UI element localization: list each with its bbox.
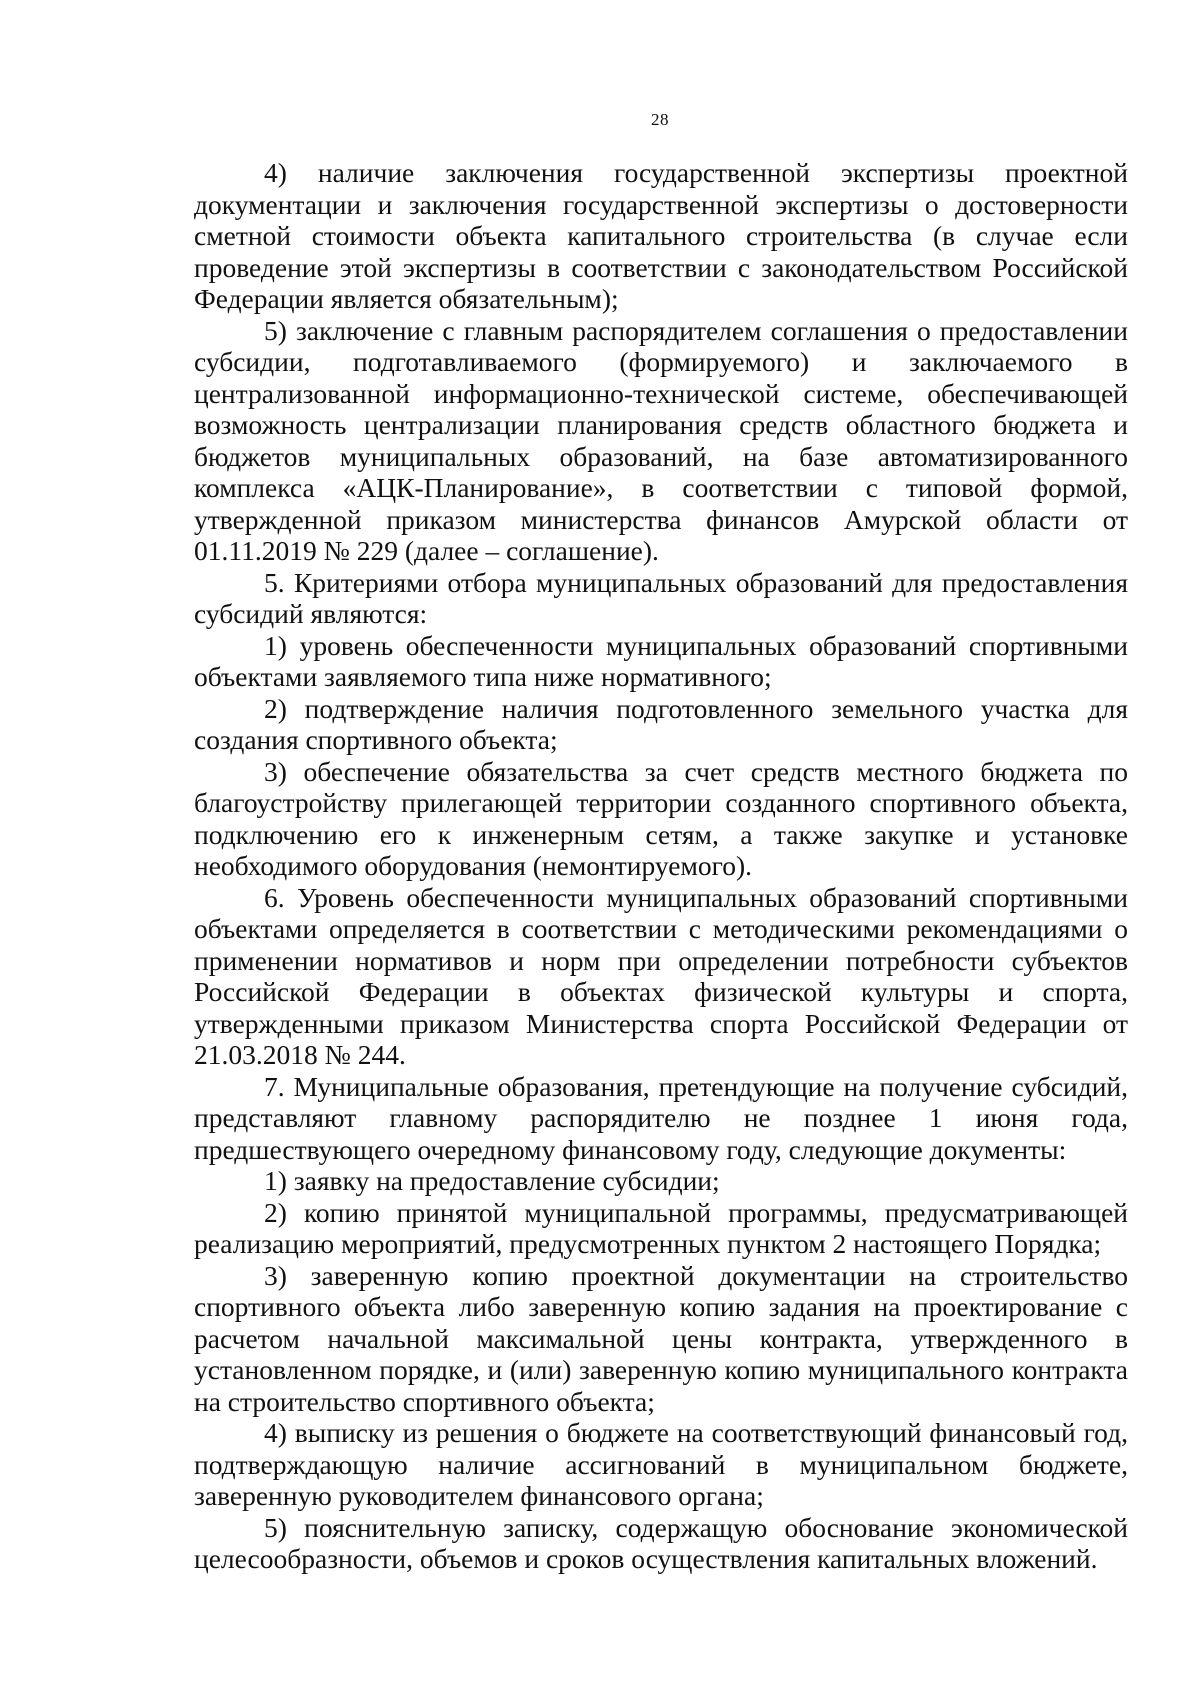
paragraph-document-2: 2) копию принятой муниципальной программы, предусматривающей реализацию мероприятий, предусмотренных пунктом 2 настоящего Порядка; xyxy=(194,1196,1128,1259)
page-number: 28 xyxy=(651,110,669,129)
paragraph-document-5: 5) пояснительную записку, содержащую обоснование экономической целесообразности, объемов и сроков осуществления капитальных вложений. xyxy=(194,1511,1128,1574)
paragraph-document-3: 3) заверенную копию проектной документации на строительство спортивного объекта либо заверенную копию задания на проектирование с расчетом начальной максимальной цены контракта, утвержденного в установленном порядке, и (или) заверенную копию муниципального контракта на строительство спортивного объекта; xyxy=(194,1259,1128,1417)
paragraph-section-7: 7. Муниципальные образования, претендующие на получение субсидий, представляют главному распорядителю не позднее 1 июня года, предшествующего очередному финансовому году, следующие документы: xyxy=(194,1070,1128,1165)
paragraph-document-4: 4) выписку из решения о бюджете на соответствующий финансовый год, подтверждающую наличие ассигнований в муниципальном бюджете, заверенную руководителем финансового органа; xyxy=(194,1417,1128,1511)
paragraph-criterion-1: 1) уровень обеспеченности муниципальных образований спортивными объектами заявляемого типа ниже нормативного; xyxy=(194,629,1128,692)
paragraph-document-1: 1) заявку на предоставление субсидии; xyxy=(264,1165,720,1196)
paragraph-item-4: 4) наличие заключения государственной экспертизы проектной документации и заключения государственной экспертизы о достоверности сметной стоимости объекта капитального строительства (в случае если проведение этой экспертизы в соответствии с законодательством Российской Федерации является обязательным); xyxy=(194,157,1128,314)
paragraph-section-5: 5. Критериями отбора муниципальных образований для предоставления субсидий являются: xyxy=(194,566,1128,629)
paragraph-criterion-3: 3) обеспечение обязательства за счет средств местного бюджета по благоустройству прилегающей территории созданного спортивного объекта, подключению его к инженерным сетям, а также закупке и установке необходимого оборудования (немонтируемого). xyxy=(194,755,1128,881)
paragraph-section-6: 6. Уровень обеспеченности муниципальных образований спортивными объектами определяется в соответствии с методическими рекомендациями о применении нормативов и норм при определении потребности субъектов Российской Федерации в объектах физической культуры и спорта, утвержденными приказом Министерства спорта Российской Федерации от 21.03.2018 № 244. xyxy=(194,881,1128,1070)
paragraph-criterion-2: 2) подтверждение наличия подготовленного земельного участка для создания спортивного объекта; xyxy=(194,692,1128,755)
document-body xyxy=(194,157,1128,1575)
paragraph-item-5: 5) заключение с главным распорядителем соглашения о предоставлении субсидии, подготавливаемого (формируемого) и заключаемого в централизованной информационно-технической системе, обеспечивающей возможность централизации планирования средств областного бюджета и бюджетов муниципальных образований, на базе автоматизированного комплекса «АЦК-Планирование», в соответствии с типовой формой, утвержденной приказом министерства финансов Амурской области от 01.11.2019 № 229 (далее – соглашение). xyxy=(194,314,1128,566)
